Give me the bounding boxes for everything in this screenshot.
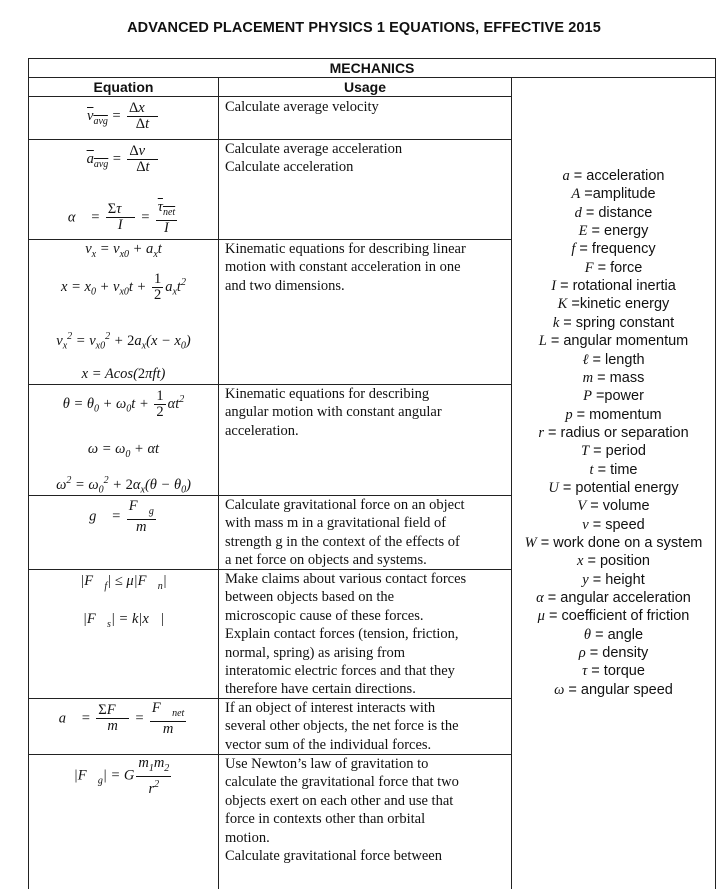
legend-symbol: m [582, 369, 594, 386]
average-acceleration-equation: $a_{avg}$ = $\frac{\Delta v⃗}{\Delta t}$ [86, 143, 157, 175]
legend-symbol: U [548, 479, 559, 496]
legend-item [512, 590, 715, 607]
usage-line: Calculate gravitational force between [225, 848, 442, 865]
usage-cell [225, 699, 510, 754]
legend-definition: = momentum [572, 406, 662, 423]
usage-cell [225, 240, 510, 295]
legend-definition: = radius or separation [543, 424, 689, 441]
velocity-squared-equation: $v_x^2 = v_{x0}^2 + 2a_x(x - x_0)$ [56, 331, 191, 352]
legend-symbol: W [524, 535, 537, 551]
average-velocity-equation: $v_{avg}$ = $\frac{\Delta x⃗}{\Delta t}$ [87, 100, 156, 132]
usage-line: angular motion with constant angular [225, 404, 442, 421]
legend-item [512, 223, 715, 240]
legend-definition: = speed [588, 516, 645, 533]
legend-symbol: θ [583, 626, 592, 643]
usage-line: Calculate average velocity [225, 99, 379, 115]
usage-cell [225, 385, 510, 440]
usage-line: Use Newton’s law of gravitation to [225, 756, 429, 772]
usage-line: Calculate gravitational force on an object [225, 497, 465, 513]
usage-cell [225, 755, 510, 865]
legend-definition: = distance [581, 204, 653, 221]
legend-item [512, 425, 715, 442]
legend-definition: = energy [587, 223, 649, 240]
usage-line: If an object of interest interacts with [225, 700, 436, 716]
usage-line: vector sum of the individual forces. [225, 736, 432, 753]
legend-symbol: T [581, 443, 590, 460]
legend-item [512, 553, 715, 570]
legend-item [512, 627, 715, 644]
velocity-kinematic-equation: $v_x = v_{x0} + a_xt$ [85, 241, 162, 260]
legend-item [512, 480, 715, 497]
section-heading: MECHANICS [29, 59, 715, 78]
legend-definition: = volume [586, 498, 650, 515]
legend-symbol: I [551, 278, 557, 295]
simple-harmonic-position-equation: x = Acos(2πft) [81, 366, 166, 382]
usage-line: Make claims about various contact forces [225, 571, 467, 587]
legend-definition: = acceleration [569, 168, 665, 184]
equation-column-header: Equation [93, 79, 154, 95]
legend-symbol: f [571, 241, 576, 258]
legend-item [512, 517, 715, 534]
newtons-second-law-equation: a⃗ = $\frac{\Sigma F⃗}{m}$ = $\frac{F⃗_{net}}{m}$ [58, 700, 185, 737]
legend-item [512, 682, 715, 699]
legend-item [512, 260, 715, 277]
usage-cell [225, 496, 510, 570]
usage-line: strength g in the context of the effects of [225, 533, 460, 550]
legend-symbol: ρ [578, 645, 586, 662]
legend-definition: =power [591, 388, 644, 405]
legend-symbol: F [584, 259, 594, 276]
legend-symbol: x [577, 553, 584, 570]
friction-force-equation: $|F⃗_f|$ ≤ $\mu|F⃗_n|$ [80, 573, 167, 592]
legend-item [512, 278, 715, 295]
usage-line: Calculate acceleration [225, 159, 354, 176]
legend-item [512, 315, 715, 332]
legend-symbol: t [589, 461, 594, 478]
legend-definition: = spring constant [559, 314, 675, 331]
usage-line: calculate the gravitational force that two [225, 774, 459, 791]
angular-velocity-equation: $\omega = \omega_0 + \alpha t$ [87, 441, 160, 460]
legend-definition: = angular momentum [546, 333, 689, 350]
usage-line: therefore have certain directions. [225, 681, 416, 698]
usage-line: objects exert on each other and use that [225, 792, 454, 809]
usage-line: with mass m in a gravitational field of [225, 515, 447, 532]
angular-velocity-squared-equation: $\omega^2 = \omega_0^2 + 2\alpha_x(\theta - \theta_0)$ [56, 475, 191, 496]
usage-line: Explain contact forces (tension, friction, [225, 626, 459, 643]
legend-item [512, 498, 715, 515]
legend-definition: = time [593, 461, 638, 478]
usage-cell [225, 98, 510, 116]
usage-line: normal, spring) as arising from [225, 644, 406, 661]
legend-symbol: V [577, 498, 587, 515]
legend-item [512, 168, 715, 185]
usage-line: Calculate average acceleration [225, 141, 403, 157]
usage-column-header: Usage [343, 79, 387, 95]
legend-symbol: k [552, 314, 560, 331]
usage-line: Kinematic equations for describing [225, 386, 430, 402]
legend-definition: = angular acceleration [543, 590, 691, 607]
usage-line: between objects based on the [225, 589, 395, 606]
legend-definition: = angle [591, 626, 644, 643]
position-kinematic-equation: $x = x_0 + v_{x0}t$ + $\frac{1}{2}$ $a_xt^2$ [61, 271, 186, 303]
equations-table [28, 58, 716, 889]
usage-line: Kinematic equations for describing linear [225, 241, 466, 257]
legend-definition: = period [589, 443, 646, 460]
legend-definition: = position [583, 553, 650, 570]
legend-item [512, 645, 715, 662]
usage-line: motion. [225, 829, 270, 846]
legend-definition: = angular speed [564, 681, 673, 698]
usage-line: a net force on objects and systems. [225, 552, 427, 569]
legend-symbol: ℓ [582, 351, 589, 368]
legend-item [512, 370, 715, 387]
spring-force-equation: $|F⃗_s|$ = k|x⃗| [82, 611, 165, 630]
legend-item [512, 663, 715, 680]
legend-item [512, 205, 715, 222]
usage-cell [225, 140, 510, 177]
legend-definition: = torque [587, 663, 645, 680]
usage-line: acceleration. [225, 422, 299, 439]
legend-definition: = rotational inertia [556, 278, 676, 295]
angular-acceleration-equation: α⃗ = $\frac{\Sigma\tau⃗}{I}$ = $\frac{\tau_{net}}{I}$ [67, 199, 176, 236]
legend-symbol: d [574, 204, 582, 221]
legend-symbol: v [582, 516, 589, 533]
legend-symbol: K [557, 296, 568, 313]
legend-item [512, 296, 715, 313]
angular-position-equation: $\theta = \theta_0 + \omega_0t$ + $\frac{1}{2}$ $\alpha t^2$ [62, 388, 185, 420]
legend-symbol: r [538, 424, 544, 441]
legend-definition: = force [593, 259, 643, 276]
legend-item [512, 443, 715, 460]
legend-definition: = work done on a system [536, 535, 703, 551]
universal-gravitation-equation: $|F⃗_g| = G$ $\frac{m_1m_2}{r^2}$ [73, 755, 170, 797]
legend-symbol: τ [582, 663, 588, 680]
legend-symbol: A [571, 186, 581, 203]
legend-item [512, 186, 715, 203]
legend-item [512, 333, 715, 350]
legend-item [512, 535, 715, 552]
legend-symbol: E [578, 223, 588, 240]
legend-symbol: α [536, 590, 544, 607]
legend-symbol: a [562, 168, 570, 184]
legend-symbol: P [583, 388, 592, 405]
legend-symbol: L [538, 333, 547, 350]
legend-item [512, 572, 715, 589]
usage-cell [225, 570, 510, 699]
column-divider [218, 78, 219, 889]
legend-item [512, 462, 715, 479]
usage-line: microscopic cause of these forces. [225, 607, 424, 624]
legend-symbol: ω [554, 681, 565, 698]
gravitational-field-equation: g⃗ = $\frac{F⃗_g}{m}$ [89, 498, 154, 535]
row-divider [29, 96, 512, 97]
legend-definition: = density [585, 645, 649, 662]
legend-symbol: y [582, 571, 589, 588]
legend-symbol: p [565, 406, 573, 423]
legend-item [512, 388, 715, 405]
legend-item [512, 608, 715, 625]
legend-definition: = mass [593, 369, 645, 386]
legend-definition: = coefficient of friction [544, 608, 690, 625]
legend-definition: =kinetic energy [567, 296, 670, 313]
usage-line: force in contexts other than orbital [225, 811, 426, 828]
legend-item [512, 352, 715, 369]
legend-definition: =amplitude [580, 186, 656, 203]
legend-definition: = height [588, 571, 645, 588]
legend-item [512, 241, 715, 258]
legend-item [512, 407, 715, 424]
legend-symbol: μ [537, 608, 545, 625]
page-title: ADVANCED PLACEMENT PHYSICS 1 EQUATIONS, EFFECTIVE 2015 [127, 20, 601, 36]
usage-line: motion with constant acceleration in one [225, 259, 461, 276]
usage-line: interatomic electric forces and that they [225, 663, 455, 680]
usage-line: and two dimensions. [225, 277, 345, 294]
legend-definition: = length [588, 351, 645, 368]
usage-line: several other objects, the net force is the [225, 718, 459, 735]
legend-definition: = potential energy [558, 479, 679, 496]
legend-definition: = frequency [575, 241, 656, 258]
